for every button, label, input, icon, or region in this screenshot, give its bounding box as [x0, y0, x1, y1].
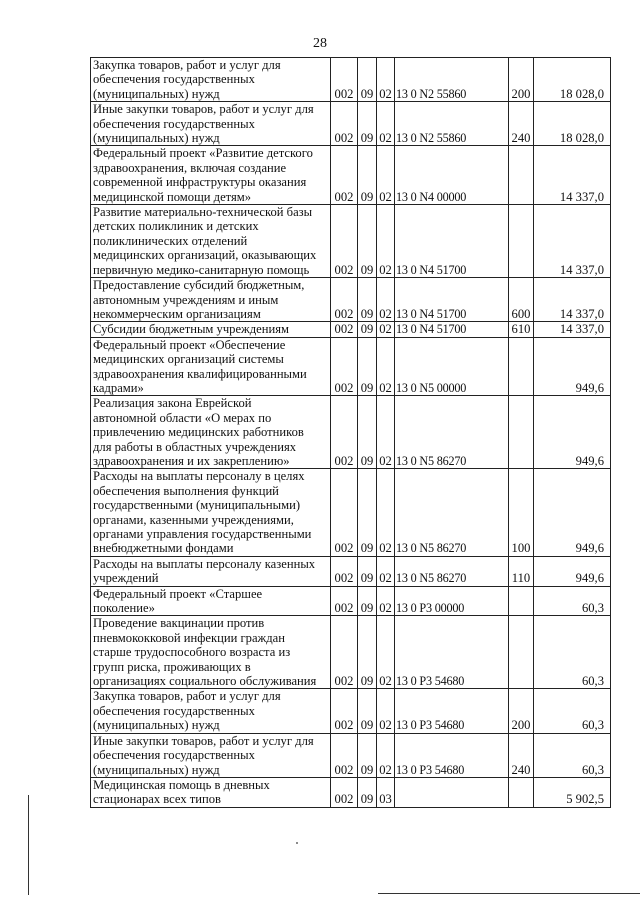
- target-article-cell: 13 0 N5 86270: [395, 556, 509, 586]
- expense-name-cell: Расходы на выплаты персоналу в целях обеспечения выполнения функций государственными (муниципальными) органами, казенными учреждениями, органами управления государственными внебюджетными фондами: [91, 469, 331, 556]
- subsection-code-cell: 02: [377, 205, 395, 278]
- table-row: [91, 337, 611, 396]
- table-row: [91, 205, 611, 278]
- section-code-cell: 09: [358, 616, 377, 689]
- section-code-cell: 09: [358, 556, 377, 586]
- target-article-cell: 13 0 N4 51700: [395, 205, 509, 278]
- table-row: [91, 689, 611, 733]
- amount-cell: 14 337,0: [534, 205, 611, 278]
- expense-name-cell: Субсидии бюджетным учреждениям: [91, 322, 331, 337]
- target-article-cell: 13 0 N5 86270: [395, 469, 509, 556]
- section-code-cell: 09: [358, 146, 377, 205]
- amount-cell: 949,6: [534, 396, 611, 469]
- expense-name-cell: Реализация закона Еврейской автономной области «О мерах по привлечению медицинских работников для работы в областных учреждениях здравоохранения и их закреплению»: [91, 396, 331, 469]
- subsection-code-cell: 02: [377, 616, 395, 689]
- amount-cell: 14 337,0: [534, 322, 611, 337]
- table-row: [91, 278, 611, 322]
- section-code-cell: 09: [358, 469, 377, 556]
- expense-type-cell: [509, 337, 534, 396]
- section-code-cell: 09: [358, 102, 377, 146]
- expense-type-cell: 110: [509, 556, 534, 586]
- subsection-code-cell: 02: [377, 278, 395, 322]
- subsection-code-cell: 02: [377, 146, 395, 205]
- admin-code-cell: 002: [331, 556, 358, 586]
- expense-name-cell: Федеральный проект «Развитие детского здравоохранения, включая создание современной инфраструктуры оказания медицинской помощи детям»: [91, 146, 331, 205]
- section-code-cell: 09: [358, 777, 377, 807]
- section-code-cell: 09: [358, 396, 377, 469]
- admin-code-cell: 002: [331, 396, 358, 469]
- target-article-cell: 13 0 N4 00000: [395, 146, 509, 205]
- amount-cell: 949,6: [534, 337, 611, 396]
- amount-cell: 60,3: [534, 733, 611, 777]
- amount-cell: 14 337,0: [534, 278, 611, 322]
- expense-name-cell: Федеральный проект «Обеспечение медицинских организаций системы здравоохранения квалифицированными кадрами»: [91, 337, 331, 396]
- table-row: [91, 586, 611, 616]
- section-code-cell: 09: [358, 733, 377, 777]
- subsection-code-cell: 02: [377, 58, 395, 102]
- expense-type-cell: 240: [509, 102, 534, 146]
- expense-name-cell: Федеральный проект «Старшее поколение»: [91, 586, 331, 616]
- admin-code-cell: 002: [331, 586, 358, 616]
- expense-type-cell: 600: [509, 278, 534, 322]
- amount-cell: 60,3: [534, 616, 611, 689]
- amount-cell: 18 028,0: [534, 102, 611, 146]
- target-article-cell: 13 0 N5 86270: [395, 396, 509, 469]
- margin-rule: [28, 795, 29, 895]
- admin-code-cell: 002: [331, 58, 358, 102]
- budget-table: [90, 57, 611, 808]
- scan-mark: [296, 842, 298, 844]
- target-article-cell: [395, 777, 509, 807]
- expense-type-cell: 610: [509, 322, 534, 337]
- expense-type-cell: [509, 616, 534, 689]
- table-row: [91, 777, 611, 807]
- admin-code-cell: 002: [331, 337, 358, 396]
- expense-type-cell: 200: [509, 689, 534, 733]
- expense-name-cell: Проведение вакцинации против пневмококковой инфекции граждан старше трудоспособного возраста из групп риска, проживающих в организациях социального обслуживания: [91, 616, 331, 689]
- expense-type-cell: 200: [509, 58, 534, 102]
- amount-cell: 60,3: [534, 586, 611, 616]
- page-number: 28: [313, 36, 327, 51]
- target-article-cell: 13 0 P3 54680: [395, 689, 509, 733]
- expense-name-cell: Медицинская помощь в дневных стационарах всех типов: [91, 777, 331, 807]
- section-code-cell: 09: [358, 205, 377, 278]
- amount-cell: 5 902,5: [534, 777, 611, 807]
- target-article-cell: 13 0 N5 00000: [395, 337, 509, 396]
- target-article-cell: 13 0 P3 54680: [395, 616, 509, 689]
- table-row: [91, 733, 611, 777]
- amount-cell: 14 337,0: [534, 146, 611, 205]
- expense-name-cell: Расходы на выплаты персоналу казенных учреждений: [91, 556, 331, 586]
- section-code-cell: 09: [358, 322, 377, 337]
- section-code-cell: 09: [358, 689, 377, 733]
- table-row: [91, 322, 611, 337]
- admin-code-cell: 002: [331, 102, 358, 146]
- expense-type-cell: [509, 777, 534, 807]
- admin-code-cell: 002: [331, 616, 358, 689]
- subsection-code-cell: 03: [377, 777, 395, 807]
- table-row: [91, 102, 611, 146]
- section-code-cell: 09: [358, 586, 377, 616]
- table-row: [91, 396, 611, 469]
- table-row: [91, 616, 611, 689]
- table-body: [91, 58, 611, 808]
- amount-cell: 949,6: [534, 556, 611, 586]
- target-article-cell: 13 0 N4 51700: [395, 322, 509, 337]
- expense-name-cell: Закупка товаров, работ и услуг для обеспечения государственных (муниципальных) нужд: [91, 689, 331, 733]
- table-row: [91, 146, 611, 205]
- subsection-code-cell: 02: [377, 396, 395, 469]
- amount-cell: 949,6: [534, 469, 611, 556]
- subsection-code-cell: 02: [377, 556, 395, 586]
- expense-name-cell: Развитие материально-технической базы детских поликлиник и детских поликлинических отделений медицинских организаций, оказывающих первичную медико-санитарную помощь: [91, 205, 331, 278]
- section-code-cell: 09: [358, 278, 377, 322]
- table-row: [91, 469, 611, 556]
- subsection-code-cell: 02: [377, 733, 395, 777]
- expense-type-cell: 240: [509, 733, 534, 777]
- table-row: [91, 58, 611, 102]
- amount-cell: 18 028,0: [534, 58, 611, 102]
- expense-type-cell: 100: [509, 469, 534, 556]
- section-code-cell: 09: [358, 58, 377, 102]
- subsection-code-cell: 02: [377, 322, 395, 337]
- target-article-cell: 13 0 N4 51700: [395, 278, 509, 322]
- amount-cell: 60,3: [534, 689, 611, 733]
- target-article-cell: 13 0 P3 54680: [395, 733, 509, 777]
- expense-name-cell: Иные закупки товаров, работ и услуг для обеспечения государственных (муниципальных) нужд: [91, 733, 331, 777]
- target-article-cell: 13 0 N2 55860: [395, 58, 509, 102]
- expense-name-cell: Иные закупки товаров, работ и услуг для обеспечения государственных (муниципальных) нужд: [91, 102, 331, 146]
- subsection-code-cell: 02: [377, 586, 395, 616]
- expense-name-cell: Закупка товаров, работ и услуг для обеспечения государственных (муниципальных) нужд: [91, 58, 331, 102]
- expense-type-cell: [509, 205, 534, 278]
- subsection-code-cell: 02: [377, 469, 395, 556]
- admin-code-cell: 002: [331, 146, 358, 205]
- section-code-cell: 09: [358, 337, 377, 396]
- expense-name-cell: Предоставление субсидий бюджетным, автономным учреждениям и иным некоммерческим организациям: [91, 278, 331, 322]
- table-row: [91, 556, 611, 586]
- target-article-cell: 13 0 P3 00000: [395, 586, 509, 616]
- subsection-code-cell: 02: [377, 102, 395, 146]
- admin-code-cell: 002: [331, 689, 358, 733]
- expense-type-cell: [509, 146, 534, 205]
- admin-code-cell: 002: [331, 278, 358, 322]
- admin-code-cell: 002: [331, 777, 358, 807]
- expense-type-cell: [509, 396, 534, 469]
- expense-type-cell: [509, 586, 534, 616]
- admin-code-cell: 002: [331, 322, 358, 337]
- target-article-cell: 13 0 N2 55860: [395, 102, 509, 146]
- subsection-code-cell: 02: [377, 689, 395, 733]
- bottom-rule: [378, 893, 640, 894]
- admin-code-cell: 002: [331, 205, 358, 278]
- subsection-code-cell: 02: [377, 337, 395, 396]
- admin-code-cell: 002: [331, 733, 358, 777]
- admin-code-cell: 002: [331, 469, 358, 556]
